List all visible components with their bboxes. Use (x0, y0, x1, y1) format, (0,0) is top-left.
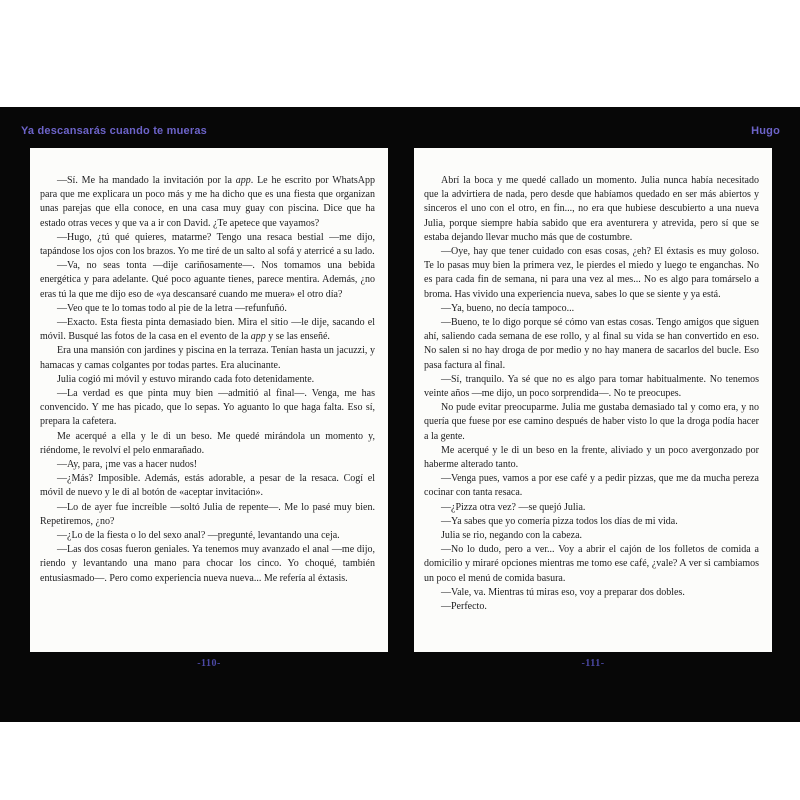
paragraph: Me acerqué a ella y le di un beso. Me quedé mirándola un momento y, riéndome, le revolví el pelo enmarañado. (40, 430, 375, 456)
paragraph: —No lo dudo, pero a ver... Voy a abrir el cajón de los folletos de comida a domicilio y miraré opciones mientras me tomo ese café, ¿vale? A ver si cambiamos un poco el menú de comida basura. (424, 544, 759, 584)
page-left-text (40, 174, 375, 586)
paragraph: —Hugo, ¿tú qué quieres, matarme? Tengo una resaca bestial —me dijo, tapándose los ojos con los brazos. Yo me tiré de un salto al sofá y aterricé a su lado. (40, 231, 375, 258)
paragraph: —Exacto. Esta fiesta pinta demasiado bien. Mira el sitio —le dije, sacando el móvil. Busqué las fotos de la casa en el evento de la app y se las enseñé. (40, 317, 375, 343)
paragraph: Julia se rio, negando con la cabeza. (441, 530, 583, 542)
page-number-left: -110- (197, 658, 221, 669)
page-number-right: -111- (581, 658, 605, 669)
paragraph: Julia cogió mi móvil y estuvo mirando cada foto detenidamente. (57, 373, 315, 385)
paragraph: —La verdad es que pinta muy bien —admitió al final—. Venga, me has convencido. Y me has picado, que lo sepas. Yo aguanto lo que haga falta. Eso sí, prepara la cafetera. (40, 388, 375, 428)
paragraph: —Veo que te lo tomas todo al pie de la letra —refunfuñó. (57, 302, 287, 314)
page-right[interactable] (414, 148, 772, 652)
paragraph: —Vale, va. Mientras tú miras eso, voy a preparar dos dobles. (441, 586, 685, 598)
paragraph: —¿Pizza otra vez? —se quejó Julia. (441, 501, 586, 513)
paragraph: Era una mansión con jardines y piscina en la terraza. Tenían hasta un jacuzzi, y hamacas y camas colgantes por todas partes. Era alucinante. (40, 345, 375, 371)
paragraph: —Las dos cosas fueron geniales. Ya tenemos muy avanzado el anal —me dijo, riendo y levantando una mano para chocar los cinco. Yo choqué, también entusiasmado—. Pero como experiencia nueva nueva... Me refería al éxtasis. (40, 544, 375, 584)
paragraph: —¿Lo de la fiesta o lo del sexo anal? —pregunté, levantando una ceja. (57, 530, 340, 542)
reader-background (0, 107, 800, 722)
paragraph: —Oye, hay que tener cuidado con esas cosas, ¿eh? El éxtasis es muy goloso. Te lo pasas muy bien la primera vez, le pierdes el miedo y luego te enganchas. No es para cada fin de semana, ni para una vez al mes... No es algo para tomárselo a broma. Has vivido una experiencia nueva, sabes lo que se siente y ya está. (424, 246, 759, 300)
paragraph: —Sí. Me ha mandado la invitación por la app. Le he escrito por WhatsApp para que me explicara un poco más y me ha dicho que es una fiesta que organizan unas parejas que ella conoce, en una casa muy guay con piscina. Dice que ha estado otras veces y que va a ir con David. ¿Te apetece que vayamos? (40, 175, 375, 229)
page-left[interactable] (30, 148, 388, 652)
paragraph: —Va, no seas tonta —dije cariñosamente—. Nos tomamos una bebida energética y para adelante. Qué poco aguante tienes, parece mentira. Además, ¿no eras tú la que me dijo eso de «ya descansaré cuando me muera» el otro día? (40, 260, 375, 300)
paragraph: —Sí, tranquilo. Ya sé que no es algo para tomar habitualmente. No tenemos veinte años —me dijo, un poco sorprendida—. No te preocupes. (424, 373, 759, 400)
folio-row (30, 657, 772, 670)
paragraph: —Venga pues, vamos a por ese café y a pedir pizzas, que me da mucha pereza cocinar con tanta resaca. (424, 473, 759, 499)
running-header (0, 107, 800, 138)
paragraph: —Ya, bueno, no decía tampoco... (441, 302, 575, 314)
paragraph: Abrí la boca y me quedé callado un momento. Julia nunca había necesitado que la advirtiera de nada, pero desde que habíamos quedado en ser más abiertos y sinceros el uno con el otro, en fin..., no era que hubiese descubierto a una nueva Julia, porque siempre había sabido que era aventurera y atrevida, pero sí que se estaba dejando llevar mucho más que de costumbre. (424, 175, 759, 243)
running-header-chapter-title: Hugo (751, 125, 780, 137)
paragraph: —Bueno, te lo digo porque sé cómo van estas cosas. Tengo amigos que siguen ahí, saliendo cada semana de ese rollo, y al final su vida se han convertido en eso. No salen si no hay droga de por medio y no hay manera de sacarlos del bucle. Eso pasa factura al final. (424, 317, 759, 371)
paragraph: —Ay, para, ¡me vas a hacer nudos! (57, 459, 198, 471)
paragraph: —Lo de ayer fue increíble —soltó Julia de repente—. Me lo pasé muy bien. Repetiremos, ¿no? (40, 501, 375, 527)
paragraph: Me acerqué y le di un beso en la frente, aliviado y un poco avergonzado por haberme alterado tanto. (424, 444, 759, 471)
page-right-text (424, 174, 759, 614)
running-header-book-title: Ya descansarás cuando te mueras (21, 125, 207, 137)
paragraph: No pude evitar preocuparme. Julia me gustaba demasiado tal y como era, y no quería que fuese por ese camino después de haber visto lo que la droga podía hacer a la gente. (424, 402, 759, 442)
page-spread (30, 148, 772, 652)
paragraph: —Perfecto. (441, 601, 487, 613)
paragraph: —Ya sabes que yo comería pizza todos los días de mi vida. (441, 515, 678, 527)
paragraph: —¿Más? Imposible. Además, estás adorable, a pesar de la resaca. Cogí el móvil de nuevo y le di al botón de «aceptar invitación». (40, 473, 375, 499)
